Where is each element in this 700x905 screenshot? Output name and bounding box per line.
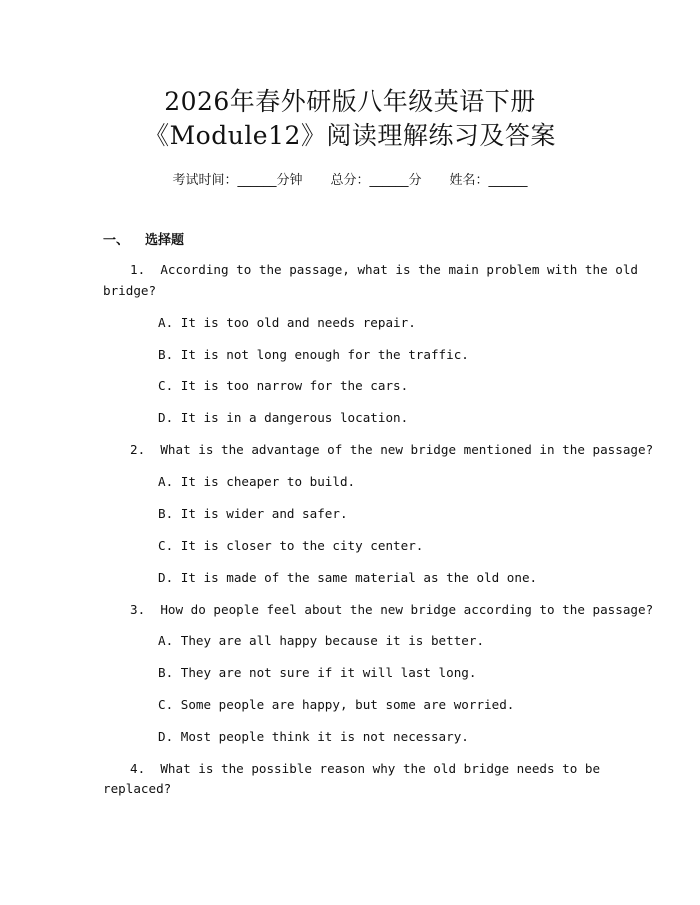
section-title: 选择题 [145,233,185,248]
question-1-text-cont: bridge? [103,283,157,298]
question-3-option-c: C. Some people are happy, but some are worried. [158,697,515,712]
exam-time-field: 考试时间：______分钟 [172,173,303,188]
section-heading [103,229,184,248]
question-1-option-d: D. It is in a dangerous location. [158,410,409,425]
question-2-option-a: A. It is cheaper to build. [158,474,356,489]
question-2-option-d: D. It is made of the same material as the old one. [158,570,538,585]
section-number: 一、 [103,233,130,248]
question-1-option-b: B. It is not long enough for the traffic. [158,347,469,362]
question-3-option-a: A. They are all happy because it is better. [158,633,485,648]
question-1-option-c: C. It is too narrow for the cars. [158,378,409,393]
total-score-field: 总分：______分 [330,173,422,188]
question-4-text-cont: replaced? [103,781,172,796]
question-2-option-b: B. It is wider and safer. [158,506,348,521]
question-4-text: 4. What is the possible reason why the old bridge needs to be [130,761,601,776]
name-field: 姓名：______ [449,173,528,188]
question-3-option-d: D. Most people think it is not necessary. [158,729,469,744]
question-2-text: 2. What is the advantage of the new bridge mentioned in the passage? [130,442,654,457]
question-1-text: 1. According to the passage, what is the main problem with the old [130,262,638,277]
exam-info [0,169,700,188]
question-2-option-c: C. It is closer to the city center. [158,538,424,553]
document-title-line-1: 2026年春外研版八年级英语下册 [164,87,536,116]
question-3-option-b: B. They are not sure if it will last long. [158,665,477,680]
document-title-line-2: 《Module12》阅读理解练习及答案 [144,121,556,150]
question-3-text: 3. How do people feel about the new bridge according to the passage? [130,602,654,617]
question-1-option-a: A. It is too old and needs repair. [158,315,416,330]
